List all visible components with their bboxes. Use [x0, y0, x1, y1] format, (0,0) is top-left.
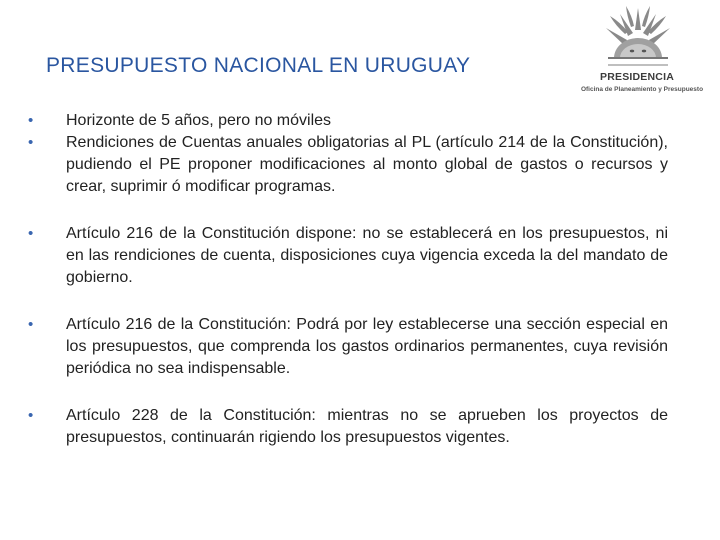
presidencia-logo — [562, 2, 718, 98]
logo-name: PRESIDENCIA — [600, 71, 674, 83]
bullet-text: Artículo 228 de la Constitución: mientras no se aprueben los proyectos de presupuestos, continuarán rigiendo los presupuestos vigentes. — [66, 407, 668, 446]
bullet-text: Horizonte de 5 años, pero no móviles — [66, 112, 332, 129]
bullet-dot-icon: • — [28, 134, 34, 151]
bullet-text: Artículo 216 de la Constitución dispone: no se establecerá en los presupuestos, ni en las rendiciones de cuenta, disposiciones cuya vigencia exceda la del mandato de gobierno. — [66, 225, 668, 286]
bullet-item — [28, 405, 668, 449]
bullet-item — [28, 314, 668, 380]
bullet-dot-icon: • — [28, 316, 34, 333]
bullet-list — [28, 110, 668, 449]
logo-subtitle: Oficina de Planeamiento y Presupuesto — [580, 86, 704, 93]
bullet-item — [28, 110, 668, 132]
slide-title: PRESUPUESTO NACIONAL EN URUGUAY — [46, 54, 471, 77]
bullet-text: Artículo 216 de la Constitución: Podrá por ley establecerse una sección especial en los presupuestos, que comprenda los gastos ordinarios permanentes, cuya revisión periódica no sea indispensable. — [66, 316, 668, 377]
bullet-dot-icon: • — [28, 225, 34, 242]
bullet-dot-icon: • — [28, 112, 34, 129]
bullet-dot-icon: • — [28, 407, 34, 424]
bullet-item — [28, 132, 668, 198]
sun-of-may-icon — [598, 2, 678, 70]
bullet-text: Rendiciones de Cuentas anuales obligatorias al PL (artículo 214 de la Constitución), pudiendo el PE proponer modificaciones al monto global de gastos o recursos y crear, suprimir ó modificar programas. — [66, 134, 668, 195]
bullet-item — [28, 223, 668, 289]
